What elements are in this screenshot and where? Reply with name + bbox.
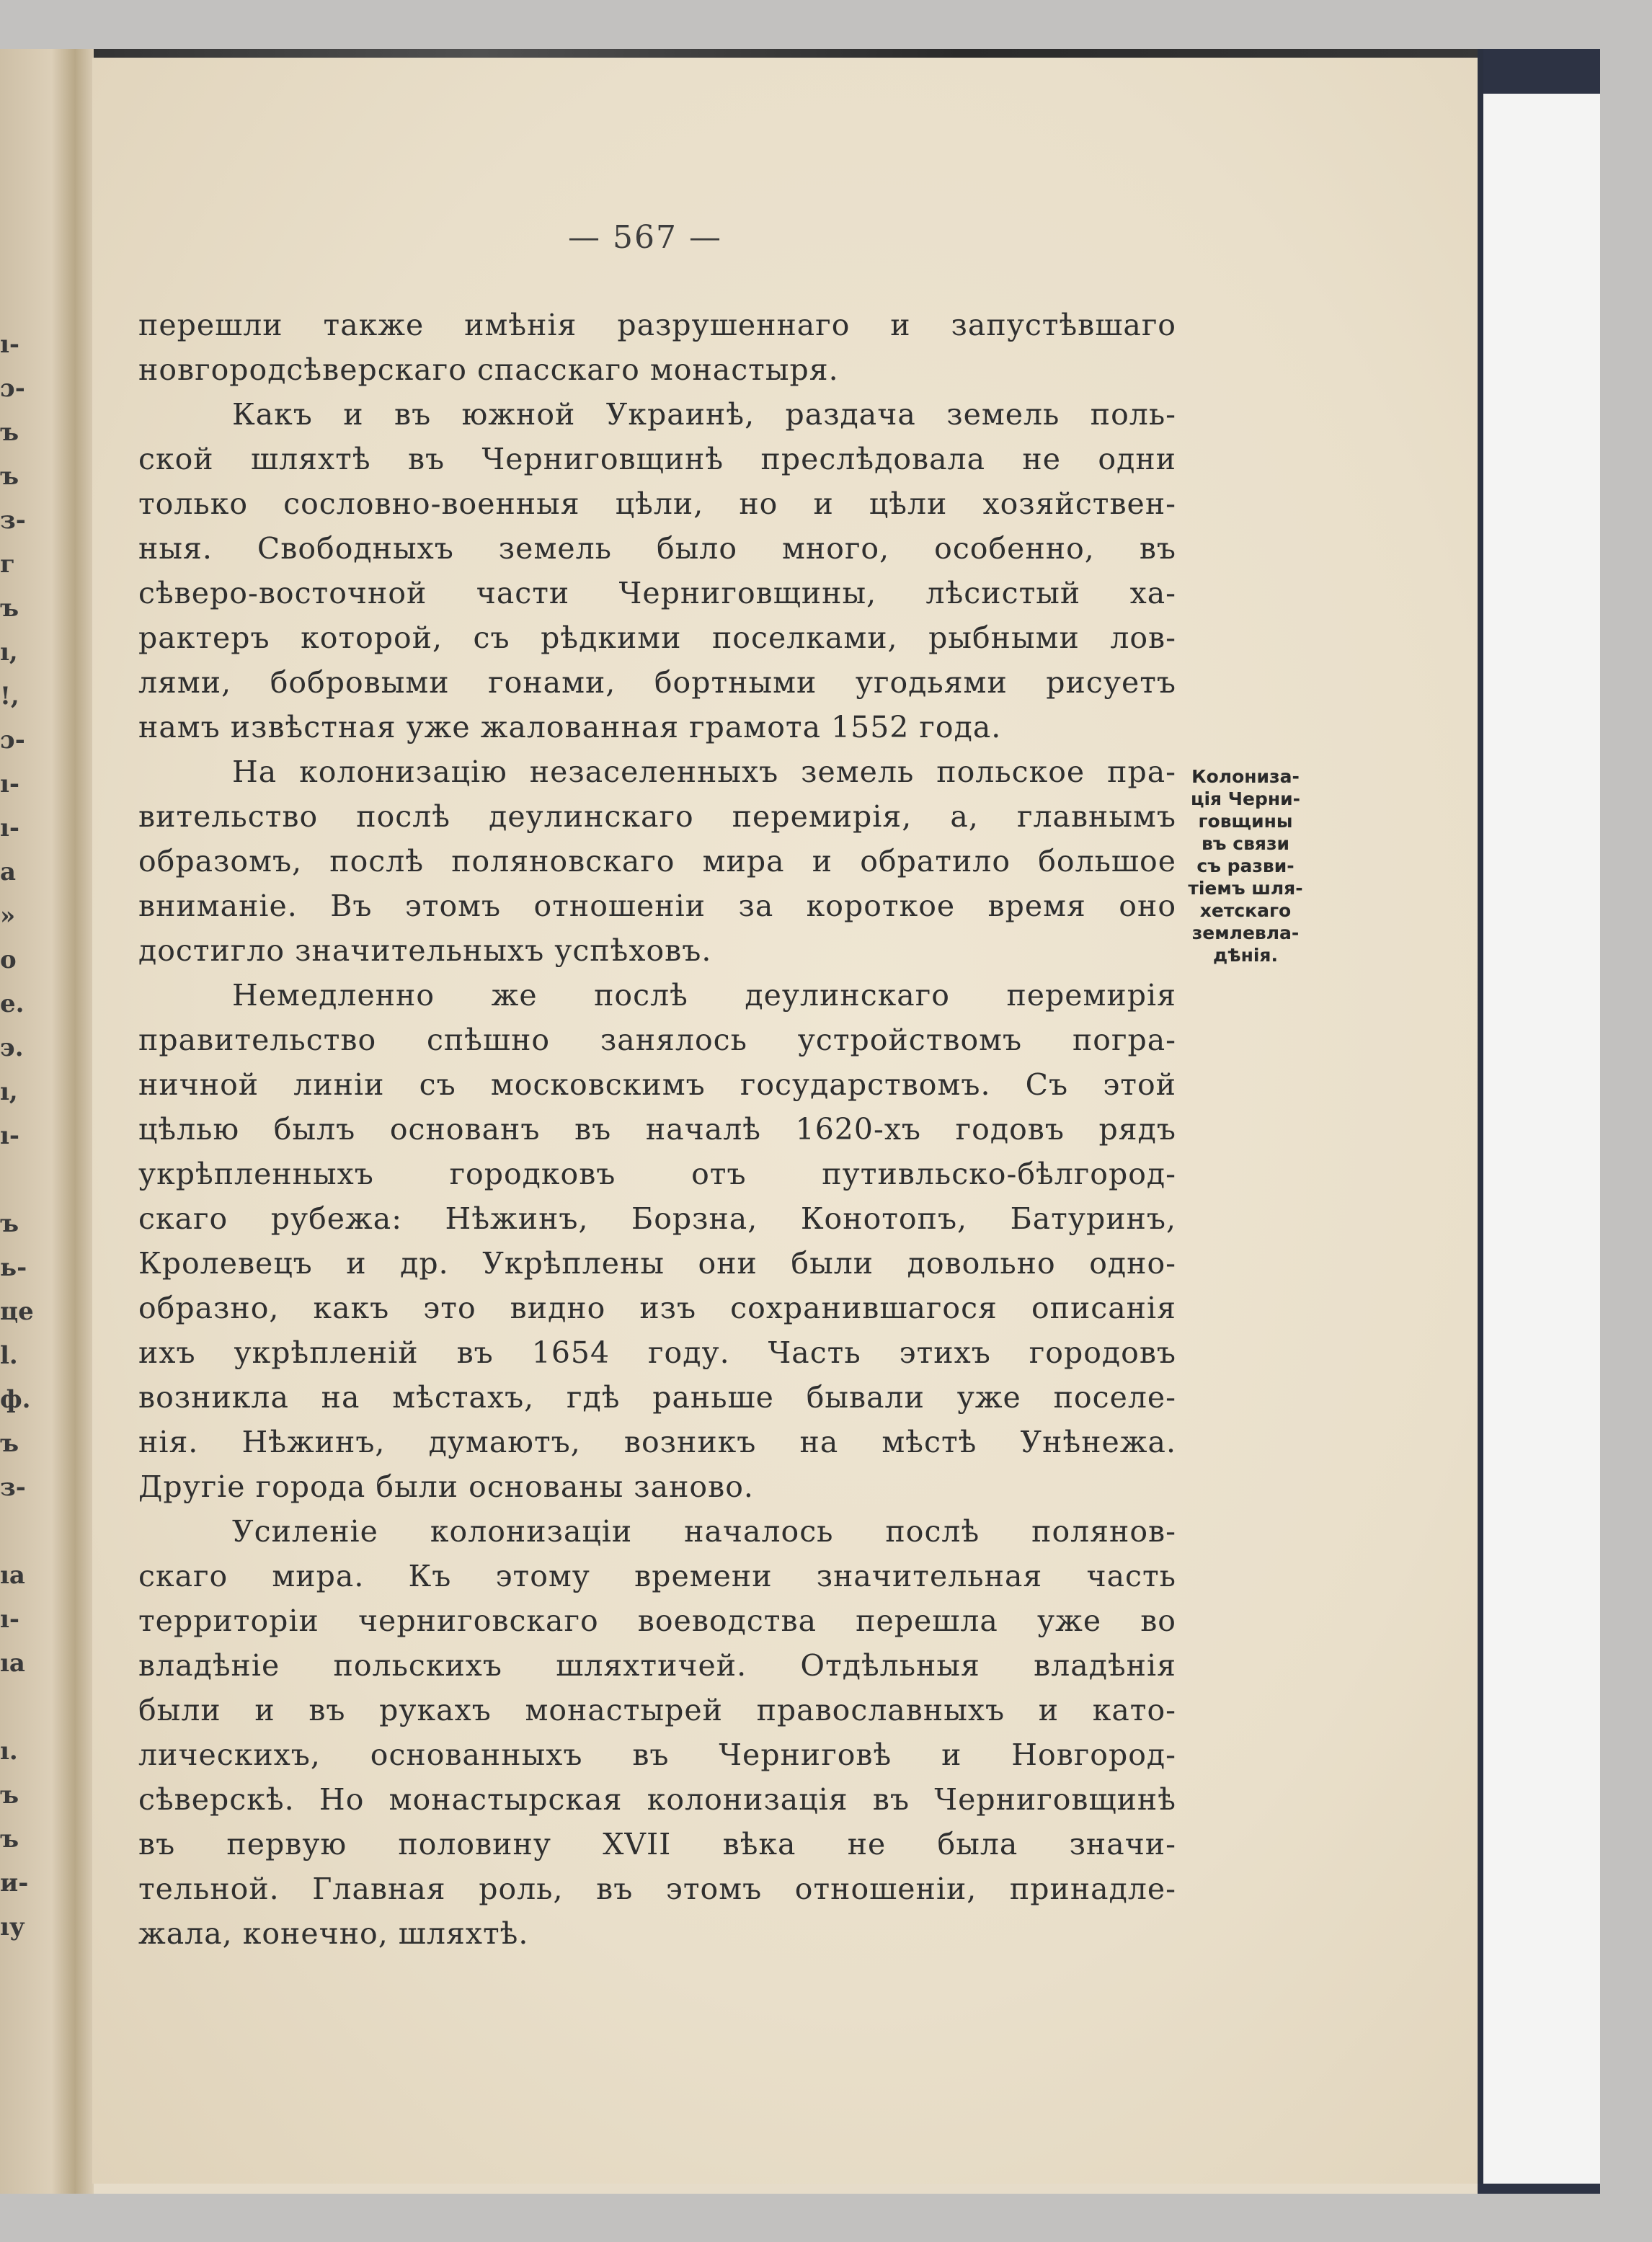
text-line: Другіе города были основаны заново. [138, 1469, 754, 1504]
margin-note-line: въ связи [1201, 833, 1290, 854]
fragment: ъ [0, 1429, 19, 1458]
page-number: — 567 — [568, 219, 722, 256]
text-line: Какъ и въ южной Украинѣ, раздача земель поль- [232, 397, 1176, 432]
fragment: г [0, 550, 15, 579]
margin-note-line: съ разви- [1196, 855, 1294, 876]
text-line: скаго мира. Къ этому времени значительная часть [138, 1559, 1176, 1593]
fragment: !, [0, 682, 19, 711]
text-line: ихъ укрѣпленій въ 1654 году. Часть этихъ городовъ [138, 1335, 1176, 1370]
fragment: ъ [0, 462, 19, 491]
fragment: ıа [0, 1649, 25, 1678]
book-edge-top [0, 49, 1600, 58]
text-line: Немедленно же послѣ деулинскаго перемирія [232, 978, 1176, 1013]
text-line: сѣверскѣ. Но монастырская колонизація въ Черниговщинѣ [138, 1782, 1176, 1817]
fragment: ъ [0, 594, 19, 623]
text-line: Кролевецъ и др. Укрѣплены они были довольно одно- [138, 1246, 1176, 1281]
fragment: ıу [0, 1913, 25, 1941]
text-line: вниманіе. Въ этомъ отношеніи за короткое время оно [138, 889, 1176, 923]
margin-note [1173, 765, 1318, 966]
fragment: ь- [0, 1253, 27, 1282]
fragment: и- [0, 1869, 29, 1898]
text-line: сѣверо-восточной части Черниговщины, лѣсистый ха- [138, 576, 1176, 610]
text-line: владѣніе польскихъ шляхтичей. Отдѣльныя владѣнія [138, 1648, 1176, 1683]
text-line: были и въ рукахъ монастырей православныхъ и като- [138, 1693, 1176, 1727]
fragment: о [0, 946, 17, 974]
paragraph [138, 303, 1176, 392]
fragment: ı- [0, 1121, 20, 1150]
fragment: з- [0, 506, 26, 535]
fragment: ı. [0, 1737, 18, 1766]
margin-note-line: тіемъ шля- [1188, 878, 1303, 899]
text-line: Усиленіе колонизаціи началось послѣ полянов- [232, 1514, 1176, 1549]
margin-note-line: ція Черни- [1190, 788, 1301, 809]
text-line: ской шляхтѣ въ Черниговщинѣ преслѣдовала не одни [138, 442, 1176, 476]
fragment [0, 1510, 36, 1554]
text-line: правительство спѣшно занялось устройствомъ погра- [138, 1023, 1176, 1057]
fragment: ı, [0, 1077, 18, 1106]
fragment: а [0, 858, 17, 886]
paragraph [138, 749, 1176, 973]
text-line: рактеръ которой, съ рѣдкими поселками, рыбными лов- [138, 620, 1176, 655]
text-line: жала, конечно, шляхтѣ. [138, 1916, 529, 1951]
fragment: ı, [0, 638, 18, 667]
fragment: ı- [0, 770, 20, 799]
fragment: ъ [0, 1781, 19, 1810]
text-line: достигло значительныхъ успѣховъ. [138, 933, 712, 968]
scanned-page [0, 49, 1600, 2194]
fragment: ъ [0, 1209, 19, 1238]
previous-page-fragments [0, 323, 36, 1949]
text-line: тельной. Главная роль, въ этомъ отношеніи, принадле- [138, 1872, 1176, 1906]
fragment [0, 1158, 36, 1202]
margin-note-line: хетскаго [1199, 900, 1292, 921]
fragment: ıа [0, 1561, 25, 1590]
fragment: ъ [0, 1825, 19, 1854]
text-line: укрѣпленныхъ городковъ отъ путивльско-бѣлгород- [138, 1157, 1176, 1191]
fragment: ъ [0, 418, 19, 447]
text-line: лическихъ, основанныхъ въ Черниговѣ и Новгород- [138, 1738, 1176, 1772]
fragment: ı- [0, 814, 20, 842]
fragment: l. [0, 1341, 18, 1370]
book-cover-edge [1478, 49, 1600, 2194]
text-line: образомъ, послѣ поляновскаго мира и обратило большое [138, 844, 1176, 878]
text-line: ныя. Свободныхъ земель было много, особенно, въ [138, 531, 1176, 566]
text-line: скаго рубежа: Нѣжинъ, Борзна, Конотопъ, Батуринъ, [138, 1201, 1176, 1236]
fragment: е. [0, 989, 25, 1018]
text-line: образно, какъ это видно изъ сохранившагося описанія [138, 1291, 1176, 1325]
paragraph [138, 973, 1176, 1509]
fragment: ı- [0, 1605, 20, 1634]
text-line: въ первую половину XVII вѣка не была значи- [138, 1827, 1176, 1861]
margin-note-line: Колониза- [1191, 766, 1300, 787]
fragment: ɔ- [0, 374, 25, 403]
fragment: це [0, 1297, 34, 1326]
margin-note-line: говщины [1198, 811, 1293, 832]
paragraph [138, 392, 1176, 749]
text-line: перешли также имѣнія разрушеннаго и запустѣвшаго [138, 308, 1176, 342]
fragment: э. [0, 1033, 24, 1062]
text-line: лями, бобровыми гонами, бортными угодьями рисуетъ [138, 665, 1176, 700]
text-line: возникла на мѣстахъ, гдѣ раньше бывали уже поселе- [138, 1380, 1176, 1415]
text-line: нія. Нѣжинъ, думаютъ, возникъ на мѣстѣ Унѣнежа. [138, 1425, 1176, 1459]
text-line: новгородсѣверскаго спасскаго монастыря. [138, 352, 839, 387]
margin-note-line: землевла- [1191, 922, 1300, 943]
fragment: ф. [0, 1385, 31, 1414]
text-line: только сословно-военныя цѣли, но и цѣли хозяйствен- [138, 486, 1176, 521]
fragment: ı- [0, 330, 20, 359]
text-line: вительство послѣ деулинскаго перемирія, а, главнымъ [138, 799, 1176, 834]
paragraph [138, 1509, 1176, 1956]
fragment [0, 1686, 36, 1730]
fragment: з- [0, 1473, 26, 1502]
text-line: намъ извѣстная уже жалованная грамота 1552 года. [138, 710, 1002, 744]
text-line: На колонизацію незаселенныхъ земель польское пра- [232, 755, 1176, 789]
text-line: ничной линіи съ московскимъ государствомъ. Съ этой [138, 1067, 1176, 1102]
text-line: территоріи черниговскаго воеводства перешла уже во [138, 1603, 1176, 1638]
text-line: цѣлью былъ основанъ въ началѣ 1620-хъ годовъ рядъ [138, 1112, 1176, 1147]
fragment: ɔ- [0, 726, 25, 755]
margin-note-line: дѣнія. [1213, 945, 1278, 966]
body-text [138, 303, 1176, 1956]
fragment: » [0, 902, 16, 930]
